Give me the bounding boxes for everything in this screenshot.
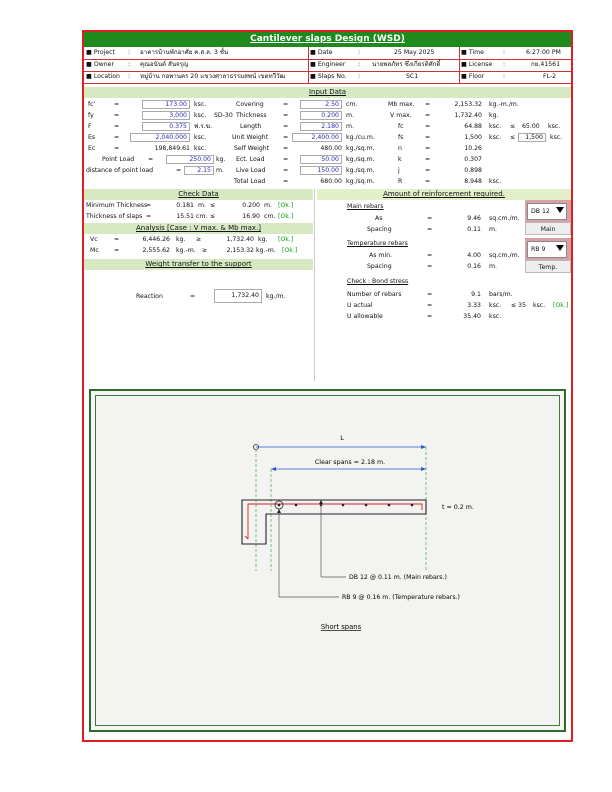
eq: = — [114, 123, 120, 130]
fs-le: ≤ — [510, 134, 516, 141]
fs-limit-unit: ksc. — [550, 134, 563, 141]
temp-button[interactable]: Temp. — [525, 260, 571, 273]
design-sheet — [82, 30, 573, 742]
eq: = — [146, 213, 152, 220]
u-allowable-unit: ksc. — [489, 313, 502, 320]
eq: = — [427, 263, 433, 270]
number-rebars-unit: bars/m. — [489, 291, 513, 298]
vc-limit: 1,732.40 — [226, 236, 254, 243]
fs-label: fs — [398, 134, 404, 141]
fy-unit: ksc. — [194, 112, 207, 119]
vmax-value: 1,732.40 — [454, 112, 482, 119]
thickness-slaps-limit-unit: cm. — [264, 213, 276, 220]
bond-stress-title: Check : Bond stress — [347, 278, 409, 285]
min-thickness-limit: 0.200 — [242, 202, 260, 209]
chevron-down-icon — [556, 245, 564, 251]
u-actual-unit: ksc. — [489, 302, 502, 309]
spacing2-unit: m. — [489, 263, 497, 270]
length-unit: m. — [346, 123, 354, 130]
eq: = — [283, 101, 289, 108]
thickness-unit: m. — [346, 112, 354, 119]
live-load-unit: kg./sq.m. — [346, 167, 375, 174]
floor-cell — [459, 71, 571, 83]
ect-load-input[interactable] — [300, 155, 342, 164]
thickness-slaps-limit: 16.90 — [242, 213, 260, 220]
main-rebars-title: Main rebars — [347, 203, 384, 210]
rebar-dot — [295, 504, 298, 507]
colon: : — [358, 49, 361, 56]
date-cell — [308, 47, 460, 59]
covering-unit: cm. — [346, 101, 358, 108]
floor-value: FL-2 — [543, 73, 557, 80]
eq: = — [425, 167, 431, 174]
colon: : — [503, 49, 506, 56]
floor-label: ■ Floor — [461, 73, 485, 80]
reaction-unit: kg./m. — [266, 293, 286, 300]
F-input[interactable] — [142, 122, 190, 131]
fy-grade: SD-30 — [214, 112, 233, 119]
eq: = — [283, 134, 289, 141]
le: ≤ — [210, 202, 216, 209]
live-load-label: Live Load — [236, 167, 266, 174]
reinforcement-header: Amount of reinforcement required. — [317, 189, 571, 200]
temp-rebar-note: RB 9 @ 0.16 m. (Temperature rebars.) — [342, 594, 460, 601]
total-load-unit: kg./sq.m. — [346, 178, 375, 185]
thickness-slaps-unit: cm. — [196, 213, 208, 220]
fc2-unit: ksc. — [489, 123, 502, 130]
drawing-caption: Short spans — [320, 623, 362, 631]
thickness-input[interactable] — [300, 111, 342, 120]
vc-label: Vc — [90, 236, 98, 243]
eq: = — [425, 112, 431, 119]
chevron-down-icon — [556, 207, 564, 213]
rebar-dot — [342, 504, 345, 507]
vc-ok: [Ok.] — [278, 236, 294, 243]
total-load-label: Total Load — [234, 178, 266, 185]
unit-weight-input[interactable] — [292, 133, 342, 142]
temp-rebar-select-value: RB 9 — [531, 246, 546, 253]
Ec-value: 198,849.61 — [154, 145, 190, 152]
asmin-label: As min. — [369, 252, 393, 259]
mc-ok: [Ok.] — [282, 247, 298, 254]
eq: = — [427, 215, 433, 222]
u-limit-unit: ksc. — [533, 302, 546, 309]
project-label: ■ Project — [86, 49, 115, 56]
covering-label: Covering — [236, 101, 264, 108]
point-load-input[interactable] — [166, 155, 214, 164]
R-value: 8.948 — [464, 178, 482, 185]
distance-unit: m. — [216, 167, 224, 174]
eq: = — [283, 123, 289, 130]
time-value: 6:27:00 PM — [526, 49, 561, 56]
number-rebars-value: 9.1 — [471, 291, 481, 298]
eq: = — [114, 101, 120, 108]
thickness-slaps-label: Thickness of slaps — [86, 213, 143, 220]
eq: = — [425, 178, 431, 185]
vc-unit: kg. — [176, 236, 186, 243]
vmax-label: V max. — [390, 112, 412, 119]
u-actual-label: U actual — [347, 302, 373, 309]
temperature-rebar-dots — [275, 501, 413, 509]
arrowhead — [421, 445, 426, 449]
location-label: ■ Location — [86, 73, 120, 80]
eq: = — [427, 252, 433, 259]
temp-rebar-select[interactable] — [527, 241, 567, 258]
reinforcement-panel — [317, 200, 571, 380]
k-value: 0.307 — [464, 156, 482, 163]
fc-label: fc' — [88, 101, 96, 108]
vc-value: 6,446.26 — [142, 236, 170, 243]
Es-input[interactable] — [130, 133, 190, 142]
R-label: R — [398, 178, 403, 185]
colon: : — [128, 49, 131, 56]
main-button[interactable]: Main — [525, 222, 571, 235]
asmin-unit: sq.cm./m. — [489, 252, 520, 259]
self-weight-unit: kg./sq.m. — [346, 145, 375, 152]
Ec-label: Ec — [88, 145, 96, 152]
eq: = — [114, 112, 120, 119]
fc-unit: ksc. — [194, 101, 207, 108]
rebar-dot — [388, 504, 391, 507]
location-cell — [84, 71, 309, 83]
eq: = — [425, 123, 431, 130]
eq: = — [425, 145, 431, 152]
eq: = — [114, 236, 120, 243]
mc-limit: 2,153.32 — [226, 247, 254, 254]
eq: = — [425, 156, 431, 163]
Es-unit: ksc. — [194, 134, 207, 141]
unit-weight-unit: kg./cu.m. — [346, 134, 375, 141]
eq: = — [114, 247, 120, 254]
spacing-unit: m. — [489, 226, 497, 233]
mc-limit-unit: kg.-m. — [256, 247, 276, 254]
fc2-le: ≤ — [510, 123, 516, 130]
license-label: ■ License — [461, 61, 493, 68]
as-value: 9.46 — [467, 215, 481, 222]
eq: = — [283, 167, 289, 174]
eq: = — [176, 167, 182, 174]
time-cell — [459, 47, 571, 59]
eq: = — [148, 156, 154, 163]
colon: : — [358, 73, 361, 80]
as-label: As — [375, 215, 383, 222]
u-ok: [Ok.] — [553, 302, 569, 309]
fc-input[interactable] — [142, 100, 190, 109]
project-value: อาคารบ้านพักอาศัย ค.ส.ล. 3 ชั้น — [140, 49, 229, 56]
arrowhead — [421, 467, 426, 471]
fc2-label: fc — [398, 123, 404, 130]
thickness-slaps-value: 15.51 — [176, 213, 194, 220]
eq: = — [427, 313, 433, 320]
colon: : — [358, 61, 361, 68]
main-rebar — [248, 504, 422, 539]
mb-label: Mb max. — [388, 101, 415, 108]
rebar-dot — [411, 504, 414, 507]
F-label: F — [88, 123, 92, 130]
span-label: L — [340, 434, 344, 442]
slab-outline — [242, 500, 426, 544]
fs-unit: ksc. — [489, 134, 502, 141]
rebar-dot — [365, 504, 368, 507]
eq: = — [114, 134, 120, 141]
covering-input[interactable] — [300, 100, 342, 109]
main-rebar-note: DB 12 @ 0.11 m. (Main rebars.) — [349, 574, 447, 581]
input-data-header: Input Data — [84, 87, 571, 98]
reaction-value: 1,732.40 — [214, 289, 262, 303]
eq: = — [283, 112, 289, 119]
thickness-label: t = 0.2 m. — [442, 504, 474, 511]
eq: = — [190, 293, 196, 300]
arrowhead — [277, 509, 281, 513]
spacing2-label: Spacing — [367, 263, 392, 270]
arrowhead — [271, 467, 276, 471]
analysis-panel — [84, 234, 313, 258]
eq: = — [427, 291, 433, 298]
fs-limit-input[interactable] — [518, 133, 546, 142]
point-load-label: Point Load — [102, 156, 135, 163]
eq: = — [425, 101, 431, 108]
min-thickness-label: Minimum Thickness — [86, 202, 148, 209]
eq: = — [146, 202, 152, 209]
k-label: k — [398, 156, 402, 163]
arrowhead — [319, 500, 323, 504]
vmax-unit: kg. — [489, 112, 499, 119]
mb-value: 2,153.32 — [454, 101, 482, 108]
eq: = — [283, 156, 289, 163]
thickness-slaps-ok: [Ok.] — [278, 213, 294, 220]
panel-divider — [314, 189, 315, 381]
min-thickness-value: 0.181 — [176, 202, 194, 209]
j-label: j — [398, 167, 400, 174]
thickness-label: Thickness — [236, 112, 267, 119]
ect-load-label: Ect. Load — [236, 156, 265, 163]
license-cell — [459, 59, 571, 71]
min-thickness-limit-unit: m. — [264, 202, 272, 209]
u-limit: ≤ 35 — [511, 302, 527, 309]
point-load-unit: kg. — [216, 156, 226, 163]
number-rebars-label: Number of rebars — [347, 291, 402, 298]
u-actual-value: 3.33 — [467, 302, 481, 309]
date-label: ■ Date — [310, 49, 333, 56]
fc2-limit-unit: ksc. — [548, 123, 561, 130]
header-row-3 — [84, 71, 571, 83]
slaps-value: SC1 — [406, 73, 419, 80]
asmin-value: 4.00 — [467, 252, 481, 259]
j-value: 0.898 — [464, 167, 482, 174]
date-value: 25 May 2025 — [394, 49, 435, 56]
colon: : — [503, 61, 506, 68]
ge: ≥ — [202, 247, 208, 254]
self-weight-label: Self Weight — [234, 145, 270, 152]
clear-span-label: Clear spans = 2.18 m. — [314, 459, 386, 466]
weight-transfer-panel — [84, 270, 313, 380]
min-thickness-ok: [Ok.] — [278, 202, 294, 209]
owner-label: ■ Owner — [86, 61, 115, 68]
as-unit: sq.cm./m. — [489, 215, 520, 222]
owner-value: คุณอนันต์ สันจรุญ — [140, 61, 189, 68]
check-data-panel — [84, 200, 313, 222]
mc-unit: kg.-m. — [176, 247, 196, 254]
section-drawing — [95, 395, 560, 726]
owner-cell — [84, 59, 309, 71]
distance-input[interactable] — [184, 166, 214, 175]
slaps-cell — [308, 71, 460, 83]
time-label: ■ Time — [461, 49, 484, 56]
eq: = — [427, 226, 433, 233]
eq: = — [283, 145, 289, 152]
sheet-title: Cantilever slaps Design (WSD) — [84, 32, 571, 47]
n-value: 10.26 — [464, 145, 482, 152]
le: ≤ — [210, 213, 216, 220]
section-drawing-frame — [89, 389, 566, 732]
eq: = — [114, 145, 120, 152]
mc-label: Mc — [90, 247, 99, 254]
reaction-label: Reaction — [136, 293, 163, 300]
analysis-header: Analysis [Case : V max. & Mb max.] — [84, 223, 313, 234]
F-unit: ฟ.ร.ฆ. — [194, 123, 213, 130]
rebar-dot — [278, 504, 281, 507]
check-data-header: Check Data — [84, 189, 313, 200]
slaps-label: ■ Slaps No. — [310, 73, 347, 80]
length-label: Length — [240, 123, 262, 130]
self-weight-value: 480.00 — [320, 145, 342, 152]
mb-unit: kg.-m./m. — [489, 101, 519, 108]
Ec-unit: ksc. — [194, 145, 207, 152]
R-unit: ksc. — [489, 178, 502, 185]
min-thickness-unit: m. — [198, 202, 206, 209]
fy-input[interactable] — [142, 111, 190, 120]
fc2-limit: 65.00 — [522, 123, 540, 130]
cantilever-drawing-svg — [96, 396, 563, 729]
n-label: n — [398, 145, 402, 152]
Es-label: Es — [88, 134, 96, 141]
spacing-label: Spacing — [367, 226, 392, 233]
colon: : — [128, 61, 131, 68]
fs-value: 1,500 — [464, 134, 482, 141]
vc-limit-unit: kg. — [258, 236, 268, 243]
license-value: กย.41561 — [531, 61, 561, 68]
engineer-label: ■ Engineer — [310, 61, 346, 68]
mc-value: 2,555.62 — [142, 247, 170, 254]
total-load-value: 680.00 — [320, 178, 342, 185]
weight-transfer-header: Weight transfer to the support — [84, 259, 313, 270]
distance-label: distance of point load — [86, 167, 154, 174]
fy-label: fy — [88, 112, 94, 119]
project-cell — [84, 47, 309, 59]
fc2-value: 64.88 — [464, 123, 482, 130]
ect-load-unit: kg./sq.m. — [346, 156, 375, 163]
spacing2-value: 0.16 — [467, 263, 481, 270]
u-allowable-label: U allowable — [347, 313, 383, 320]
eq: = — [427, 302, 433, 309]
eq: = — [283, 178, 289, 185]
header-block — [84, 47, 571, 84]
live-load-input[interactable] — [300, 166, 342, 175]
eq: = — [425, 134, 431, 141]
length-input[interactable] — [300, 122, 342, 131]
colon: : — [128, 73, 131, 80]
temperature-rebars-title: Temperature rebars — [347, 240, 408, 247]
u-allowable-value: 35.40 — [463, 313, 481, 320]
main-rebar-select[interactable] — [527, 203, 567, 220]
unit-weight-label: Unit Weight — [232, 134, 269, 141]
input-data-panel — [84, 98, 571, 188]
main-rebar-select-value: DB 12 — [531, 208, 550, 215]
engineer-cell — [308, 59, 460, 71]
engineer-value: นายพลภัทร ซึ่งเกียรติศักดิ์ — [372, 61, 441, 68]
colon: : — [503, 73, 506, 80]
ge: ≥ — [196, 236, 202, 243]
location-value: หมู่บ้าน กอพานคร 20 แขวงศาลาธรรมสพน์ เขตทวีวัฒ — [140, 73, 286, 80]
spacing-value: 0.11 — [467, 226, 481, 233]
